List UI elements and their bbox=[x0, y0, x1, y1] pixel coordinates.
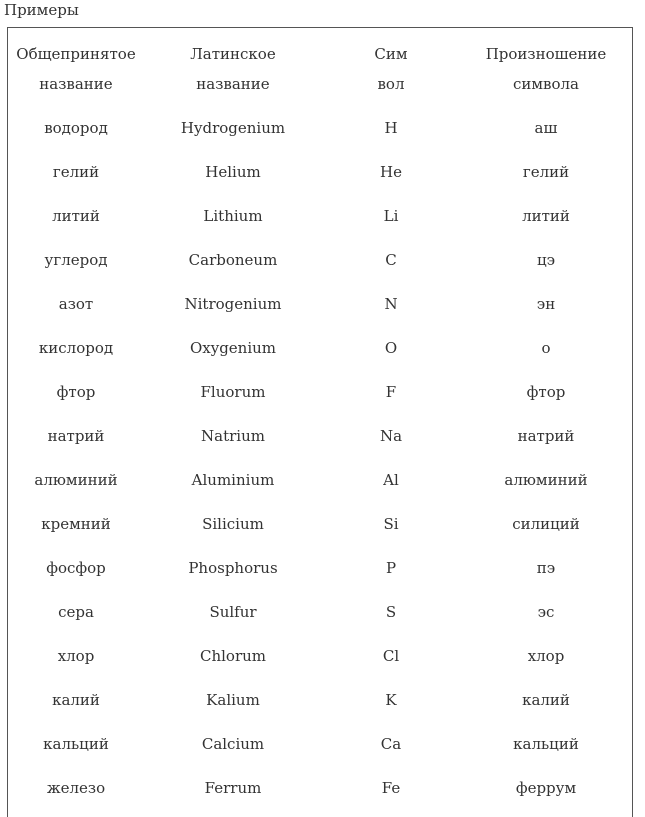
cell-symbol: S bbox=[385, 603, 397, 621]
header-text-line: название bbox=[196, 75, 270, 93]
table-row bbox=[8, 150, 632, 194]
cell-symbol: Ca bbox=[380, 735, 402, 753]
cell-pronunciation: калий bbox=[522, 691, 570, 709]
cell-symbol: H bbox=[384, 119, 398, 137]
table-row bbox=[8, 106, 632, 150]
header-symbol bbox=[322, 28, 460, 106]
table-row bbox=[8, 282, 632, 326]
cell-pronunciation: эн bbox=[536, 295, 556, 313]
cell-latin-name: Natrium bbox=[201, 427, 265, 445]
cell-common-name: углерод bbox=[44, 251, 108, 269]
cell-symbol: K bbox=[385, 691, 397, 709]
table-row bbox=[8, 458, 632, 502]
cell-symbol: N bbox=[384, 295, 398, 313]
cell-pronunciation: о bbox=[541, 339, 551, 357]
cell-common-name: азот bbox=[58, 295, 94, 313]
cell-pronunciation: фтор bbox=[526, 383, 566, 401]
cell-pronunciation: кальций bbox=[513, 735, 579, 753]
cell-pronunciation: эс bbox=[537, 603, 555, 621]
cell-common-name: литий bbox=[52, 207, 100, 225]
cell-common-name: водород bbox=[44, 119, 108, 137]
cell-common-name: фосфор bbox=[46, 559, 106, 577]
cell-symbol: Li bbox=[383, 207, 399, 225]
table-header-row bbox=[8, 28, 632, 106]
header-text-line: Общепринятое bbox=[16, 45, 136, 63]
caption-title: Примеры bbox=[4, 1, 79, 19]
cell-symbol: Cl bbox=[382, 647, 400, 665]
header-text-line: вол bbox=[377, 75, 405, 93]
cell-latin-name: Fluorum bbox=[200, 383, 266, 401]
table-row bbox=[8, 194, 632, 238]
cell-pronunciation: силиций bbox=[512, 515, 580, 533]
cell-symbol: P bbox=[385, 559, 397, 577]
header-pronunciation bbox=[460, 28, 632, 106]
cell-pronunciation: цэ bbox=[536, 251, 556, 269]
header-text-line: символа bbox=[512, 75, 579, 93]
cell-latin-name: Hydrogenium bbox=[180, 119, 286, 137]
table-row bbox=[8, 678, 632, 722]
cell-symbol: O bbox=[384, 339, 398, 357]
cell-common-name: кремний bbox=[41, 515, 111, 533]
header-text-line: Сим bbox=[374, 45, 408, 63]
cell-latin-name: Helium bbox=[205, 163, 261, 181]
cell-latin-name: Sulfur bbox=[209, 603, 257, 621]
header-common-name bbox=[8, 28, 144, 106]
cell-pronunciation: феррум bbox=[515, 779, 577, 797]
table-row bbox=[8, 722, 632, 766]
header-text-line: название bbox=[39, 75, 113, 93]
cell-common-name: фтор bbox=[56, 383, 96, 401]
table-row bbox=[8, 502, 632, 546]
table-row bbox=[8, 546, 632, 590]
cell-pronunciation: литий bbox=[522, 207, 570, 225]
cell-symbol: Fe bbox=[381, 779, 401, 797]
cell-latin-name: Phosphorus bbox=[188, 559, 278, 577]
table-row bbox=[8, 238, 632, 282]
table-row bbox=[8, 766, 632, 810]
header-text-line: Произношение bbox=[485, 45, 607, 63]
cell-latin-name: Lithium bbox=[203, 207, 263, 225]
cell-latin-name: Aluminium bbox=[191, 471, 275, 489]
cell-pronunciation: гелий bbox=[522, 163, 570, 181]
cell-common-name: железо bbox=[46, 779, 106, 797]
table-row bbox=[8, 326, 632, 370]
cell-common-name: алюминий bbox=[34, 471, 118, 489]
elements-table bbox=[8, 28, 632, 810]
cell-pronunciation: натрий bbox=[517, 427, 575, 445]
cell-pronunciation: хлор bbox=[527, 647, 565, 665]
cell-common-name: калий bbox=[52, 691, 100, 709]
cell-latin-name: Silicium bbox=[202, 515, 264, 533]
cell-symbol: Si bbox=[383, 515, 399, 533]
header-latin-name bbox=[144, 28, 322, 106]
cell-symbol: C bbox=[385, 251, 397, 269]
cell-common-name: натрий bbox=[47, 427, 105, 445]
cell-latin-name: Carboneum bbox=[188, 251, 278, 269]
cell-latin-name: Calcium bbox=[201, 735, 265, 753]
cell-latin-name: Ferrum bbox=[204, 779, 262, 797]
table-row bbox=[8, 590, 632, 634]
cell-latin-name: Nitrogenium bbox=[184, 295, 282, 313]
cell-latin-name: Chlorum bbox=[199, 647, 267, 665]
cell-common-name: гелий bbox=[52, 163, 100, 181]
table-row bbox=[8, 370, 632, 414]
cell-symbol: Na bbox=[379, 427, 403, 445]
table-body bbox=[8, 106, 632, 810]
cell-latin-name: Kalium bbox=[206, 691, 260, 709]
cell-latin-name: Oxygenium bbox=[189, 339, 277, 357]
table-row bbox=[8, 414, 632, 458]
cell-symbol: F bbox=[385, 383, 397, 401]
cell-common-name: кальций bbox=[43, 735, 109, 753]
cell-symbol: He bbox=[380, 163, 402, 181]
cell-common-name: хлор bbox=[57, 647, 95, 665]
cell-common-name: сера bbox=[58, 603, 94, 621]
cell-pronunciation: алюминий bbox=[504, 471, 588, 489]
cell-common-name: кислород bbox=[38, 339, 114, 357]
header-text-line: Латинское bbox=[190, 45, 276, 63]
cell-symbol: Al bbox=[383, 471, 399, 489]
cell-pronunciation: пэ bbox=[536, 559, 556, 577]
cell-pronunciation: аш bbox=[534, 119, 558, 137]
table-row bbox=[8, 634, 632, 678]
